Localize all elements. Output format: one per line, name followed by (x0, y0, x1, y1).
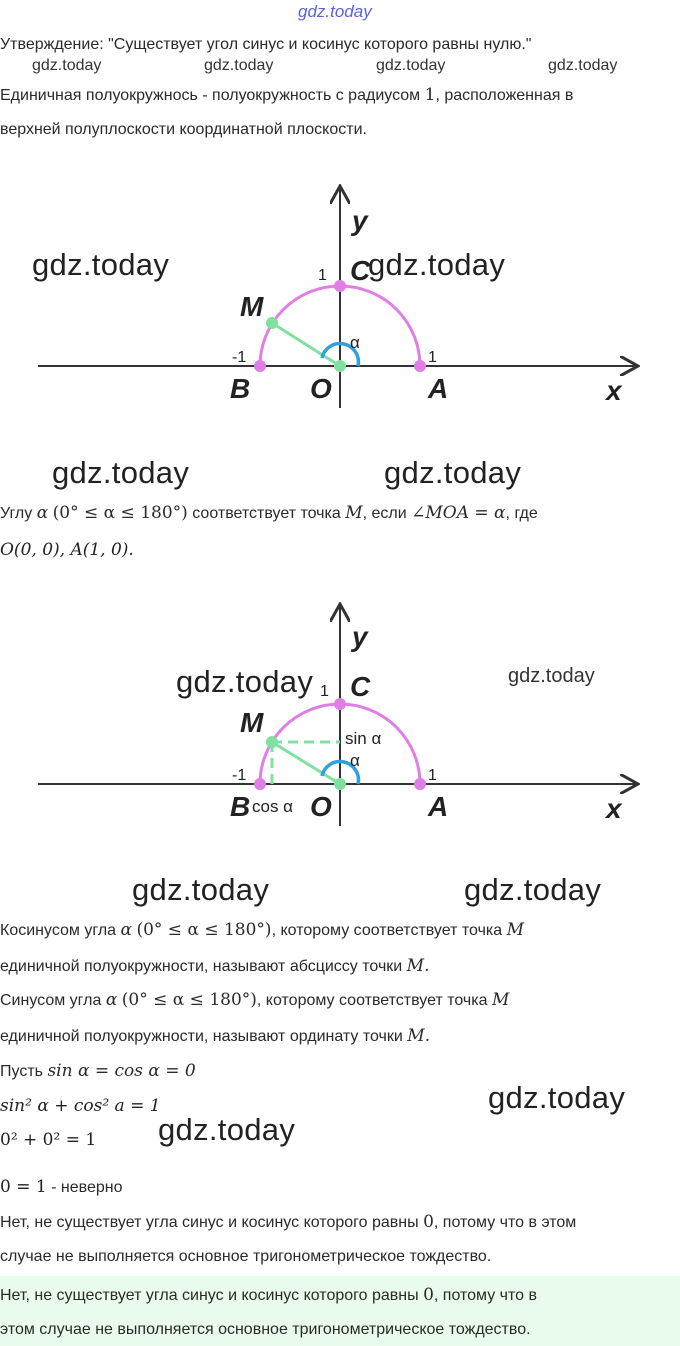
tick-y-label: 1 (320, 683, 329, 700)
sine-definition-line-1: Синусом угла α (0° ≤ α ≤ 180°), которому соответствует точка M (0, 990, 510, 1010)
label-c: C (350, 255, 371, 286)
radius-om (272, 323, 340, 366)
label-o: O (310, 373, 332, 404)
cos-label: cos α (252, 797, 294, 816)
point-a (414, 778, 426, 790)
alpha-label: α (350, 751, 360, 770)
proof-line-2: sin² α + cos² a = 1 (0, 1096, 161, 1116)
cosine-definition-line-2: единичной полуокружности, называют абсциссу точки M. (0, 956, 430, 976)
label-a: A (428, 791, 449, 822)
x-axis-label: x (606, 793, 622, 824)
watermark: gdz.today (508, 665, 595, 687)
point-m (266, 317, 278, 329)
watermark: gdz.today (384, 455, 522, 490)
answer-line-2: этом случае не выполняется основное тригонометрическое тождество. (0, 1321, 531, 1338)
definition-line-2: верхней полуплоскости координатной плоскости. (0, 121, 367, 138)
unit-semicircle-diagram-1 (0, 180, 680, 420)
watermark: gdz.today (32, 247, 170, 282)
point-c (334, 280, 346, 292)
label-b: B (230, 791, 251, 822)
label-o: O (310, 791, 332, 822)
alpha-label: α (350, 333, 360, 352)
tick-pos-label: 1 (428, 349, 437, 366)
answer-line-1: Нет, не существует угла синус и косинус которого равны 0, потому что в (0, 1285, 537, 1305)
watermark: gdz.today (376, 57, 446, 74)
sin-label: sin α (345, 729, 382, 748)
watermark: gdz.today (464, 872, 602, 907)
point-b (254, 360, 266, 372)
point-a (414, 360, 426, 372)
statement-text: Утверждение: "Существует угол синус и косинус которого равны нулю." (0, 36, 532, 53)
watermark: gdz.today (488, 1080, 626, 1115)
watermark: gdz.today (132, 872, 270, 907)
watermark: gdz.today (548, 57, 618, 74)
watermark: gdz.today (298, 2, 372, 21)
cosine-definition-line-1: Косинусом угла α (0° ≤ α ≤ 180°), которому соответствует точка M (0, 920, 525, 940)
proof-line-3: 0² + 0² = 1 (0, 1130, 97, 1150)
point-o (334, 778, 346, 790)
tick-neg-label: -1 (232, 767, 247, 784)
y-axis-label: y (352, 621, 368, 652)
point-b (254, 778, 266, 790)
sine-definition-line-2: единичной полуокружности, называют ординату точки M. (0, 1026, 431, 1046)
watermark: gdz.today (158, 1112, 296, 1147)
point-m (266, 736, 278, 748)
unit-semicircle-diagram-2 (0, 600, 680, 840)
watermark: gdz.today (176, 664, 314, 699)
watermark: gdz.today (32, 57, 102, 74)
watermark: gdz.today (52, 455, 190, 490)
tick-y-label: 1 (318, 267, 327, 284)
watermark: gdz.today (204, 57, 274, 74)
conclusion-line-2: случае не выполняется основное тригонометрическое тождество. (0, 1248, 492, 1265)
angle-definition-line-2: O(0, 0), A(1, 0). (0, 540, 134, 560)
label-m: M (240, 707, 264, 738)
definition-line-1: Единичная полуокружнось - полуокружность с радиусом 1, расположенная в (0, 85, 574, 105)
conclusion-line-1: Нет, не существует угла синус и косинус которого равны 0, потому что в этом (0, 1212, 577, 1232)
label-c: C (350, 671, 371, 702)
tick-neg-label: -1 (232, 349, 247, 366)
watermark: gdz.today (368, 247, 506, 282)
point-c (334, 698, 346, 710)
point-o (334, 360, 346, 372)
proof-line-1: Пусть sin α = cos α = 0 (0, 1061, 196, 1081)
proof-line-4: 0 = 1 - неверно (0, 1177, 123, 1197)
label-b: B (230, 373, 251, 404)
label-m: M (240, 291, 264, 322)
x-axis-label: x (606, 375, 622, 406)
label-a: A (428, 373, 449, 404)
angle-definition-line-1: Углу α (0° ≤ α ≤ 180°) соответствует точка M, если ∠MOA = α, где (0, 503, 538, 523)
tick-pos-label: 1 (428, 767, 437, 784)
y-axis-label: y (352, 205, 368, 236)
